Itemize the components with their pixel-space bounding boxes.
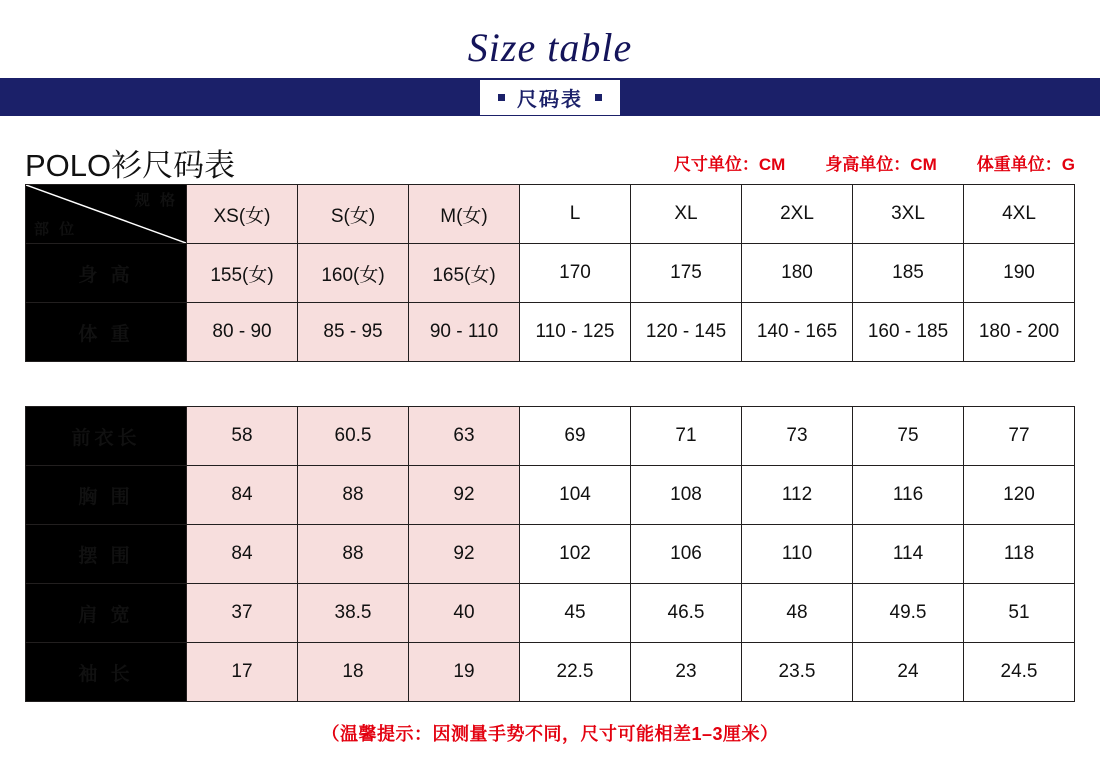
unit-notes: [674, 150, 1075, 175]
cell-shoulder-3xl: 49.5: [853, 584, 964, 643]
cell-shoulder-xl: 46.5: [631, 584, 742, 643]
cell-weight-m: 90 - 110: [409, 303, 520, 362]
cell-hem-2xl: 110: [742, 525, 853, 584]
cell-chest-l: 104: [520, 466, 631, 525]
cell-front-length-s: 60.5: [298, 407, 409, 466]
table-spacer: [0, 362, 1100, 406]
corner-part-label: 部 位: [34, 221, 78, 238]
row-label-weight: 体 重: [26, 303, 187, 362]
cell-chest-xs: 84: [187, 466, 298, 525]
cell-weight-l: 110 - 125: [520, 303, 631, 362]
cell-chest-4xl: 120: [964, 466, 1075, 525]
cell-sleeve-2xl: 23.5: [742, 643, 853, 702]
table-header-row: [26, 185, 1075, 244]
garment-measurement-table: [25, 406, 1075, 702]
cell-hem-4xl: 118: [964, 525, 1075, 584]
table-corner-cell: [26, 185, 187, 244]
cell-front-length-xl: 71: [631, 407, 742, 466]
column-header-2xl: 2XL: [742, 185, 853, 244]
row-label-sleeve: 袖 长: [26, 643, 187, 702]
table-row: [26, 466, 1075, 525]
cell-weight-xs: 80 - 90: [187, 303, 298, 362]
cell-sleeve-4xl: 24.5: [964, 643, 1075, 702]
cell-weight-2xl: 140 - 165: [742, 303, 853, 362]
row-label-height: 身 高: [26, 244, 187, 303]
cell-height-s: 160(女): [298, 244, 409, 303]
cell-sleeve-m: 19: [409, 643, 520, 702]
table-row: [26, 525, 1075, 584]
footnote: （温馨提示：因测量手势不同，尺寸可能相差1–3厘米）: [321, 724, 779, 744]
cell-hem-s: 88: [298, 525, 409, 584]
table-row: [26, 407, 1075, 466]
row-label-hem: 摆 围: [26, 525, 187, 584]
cell-weight-s: 85 - 95: [298, 303, 409, 362]
table-row: [26, 643, 1075, 702]
product-title-row: [25, 140, 1075, 184]
cell-hem-3xl: 114: [853, 525, 964, 584]
cell-shoulder-4xl: 51: [964, 584, 1075, 643]
cell-height-xs: 155(女): [187, 244, 298, 303]
column-header-xl: XL: [631, 185, 742, 244]
corner-spec-label: 规 格: [134, 192, 178, 209]
cell-shoulder-s: 38.5: [298, 584, 409, 643]
column-header-l: L: [520, 185, 631, 244]
page-header: [0, 0, 1100, 118]
column-header-3xl: 3XL: [853, 185, 964, 244]
square-bullet-left-icon: [498, 94, 505, 101]
cell-chest-s: 88: [298, 466, 409, 525]
cell-front-length-3xl: 75: [853, 407, 964, 466]
cell-front-length-xs: 58: [187, 407, 298, 466]
unit-note-weight: 体重单位：G: [976, 155, 1075, 174]
band-label-text: 尺码表: [517, 88, 583, 111]
cell-sleeve-3xl: 24: [853, 643, 964, 702]
cell-chest-xl: 108: [631, 466, 742, 525]
cell-front-length-l: 69: [520, 407, 631, 466]
column-header-xs: XS(女): [187, 185, 298, 244]
row-label-shoulder: 肩 宽: [26, 584, 187, 643]
cell-shoulder-l: 45: [520, 584, 631, 643]
cell-height-2xl: 180: [742, 244, 853, 303]
column-header-4xl: 4XL: [964, 185, 1075, 244]
cell-front-length-4xl: 77: [964, 407, 1075, 466]
cell-sleeve-s: 18: [298, 643, 409, 702]
cell-front-length-m: 63: [409, 407, 520, 466]
column-header-m: M(女): [409, 185, 520, 244]
cell-hem-xs: 84: [187, 525, 298, 584]
cell-front-length-2xl: 73: [742, 407, 853, 466]
column-header-s: S(女): [298, 185, 409, 244]
cell-weight-xl: 120 - 145: [631, 303, 742, 362]
cell-height-xl: 175: [631, 244, 742, 303]
cell-sleeve-xs: 17: [187, 643, 298, 702]
cell-height-m: 165(女): [409, 244, 520, 303]
body-measurement-table: [25, 184, 1075, 362]
header-band-label-wrap: [0, 78, 1100, 116]
header-band-label: [480, 80, 620, 115]
cell-shoulder-m: 40: [409, 584, 520, 643]
cell-hem-m: 92: [409, 525, 520, 584]
unit-note-height: 身高单位：CM: [825, 155, 937, 174]
table-row: [26, 303, 1075, 362]
cell-chest-2xl: 112: [742, 466, 853, 525]
product-title: POLO衫尺码表: [25, 148, 236, 183]
row-label-front-length: 前衣长: [26, 407, 187, 466]
cell-chest-m: 92: [409, 466, 520, 525]
cell-sleeve-l: 22.5: [520, 643, 631, 702]
cell-height-4xl: 190: [964, 244, 1075, 303]
cell-hem-xl: 106: [631, 525, 742, 584]
cell-hem-l: 102: [520, 525, 631, 584]
cell-weight-4xl: 180 - 200: [964, 303, 1075, 362]
unit-note-size: 尺寸单位：CM: [673, 155, 786, 174]
cell-shoulder-2xl: 48: [742, 584, 853, 643]
cell-weight-3xl: 160 - 185: [853, 303, 964, 362]
cell-height-3xl: 185: [853, 244, 964, 303]
row-label-chest: 胸 围: [26, 466, 187, 525]
cell-chest-3xl: 116: [853, 466, 964, 525]
cell-sleeve-xl: 23: [631, 643, 742, 702]
table-row: [26, 244, 1075, 303]
table-row: [26, 584, 1075, 643]
square-bullet-right-icon: [595, 94, 602, 101]
page-title: Size table: [467, 25, 633, 70]
cell-height-l: 170: [520, 244, 631, 303]
cell-shoulder-xs: 37: [187, 584, 298, 643]
